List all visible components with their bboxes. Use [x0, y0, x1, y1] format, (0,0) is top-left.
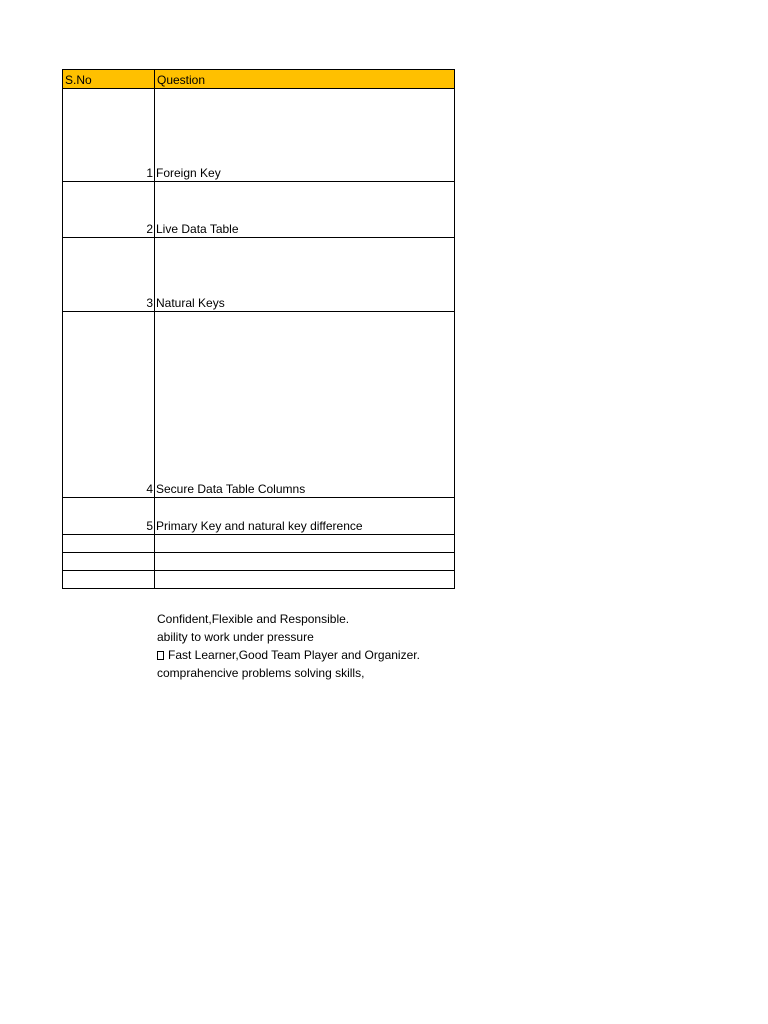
table-row [63, 535, 455, 553]
row-number [63, 553, 155, 571]
row-question: Natural Keys [155, 238, 455, 312]
row-question: Foreign Key [155, 89, 455, 182]
note-text: comprahencive problems solving skills, [157, 666, 365, 680]
row-number: 3 [63, 238, 155, 312]
table-row [63, 312, 455, 498]
row-question: Primary Key and natural key difference [155, 498, 455, 535]
note-line [157, 628, 420, 646]
row-number: 4 [63, 312, 155, 498]
row-number: 1 [63, 89, 155, 182]
skills-notes [157, 610, 420, 682]
row-number [63, 571, 155, 589]
row-question [155, 553, 455, 571]
row-question [155, 535, 455, 553]
note-line [157, 610, 420, 628]
note-text: Confident,Flexible and Responsible. [157, 612, 350, 626]
table-row [63, 553, 455, 571]
table-row [63, 571, 455, 589]
row-number: 5 [63, 498, 155, 535]
table-header-row [63, 70, 455, 89]
row-question [155, 571, 455, 589]
table-row [63, 89, 455, 182]
box-glyph-icon [157, 651, 164, 660]
questions-table [62, 69, 455, 589]
note-line [157, 646, 420, 664]
table-row [63, 182, 455, 238]
note-text: ability to work under pressure [157, 630, 314, 644]
table-row [63, 498, 455, 535]
row-number: 2 [63, 182, 155, 238]
question-header: Question [155, 70, 455, 89]
row-question: Live Data Table [155, 182, 455, 238]
sno-header: S.No [63, 70, 155, 89]
row-question: Secure Data Table Columns [155, 312, 455, 498]
note-line [157, 664, 420, 682]
table-row [63, 238, 455, 312]
row-number [63, 535, 155, 553]
note-text: Fast Learner,Good Team Player and Organizer. [168, 648, 420, 662]
